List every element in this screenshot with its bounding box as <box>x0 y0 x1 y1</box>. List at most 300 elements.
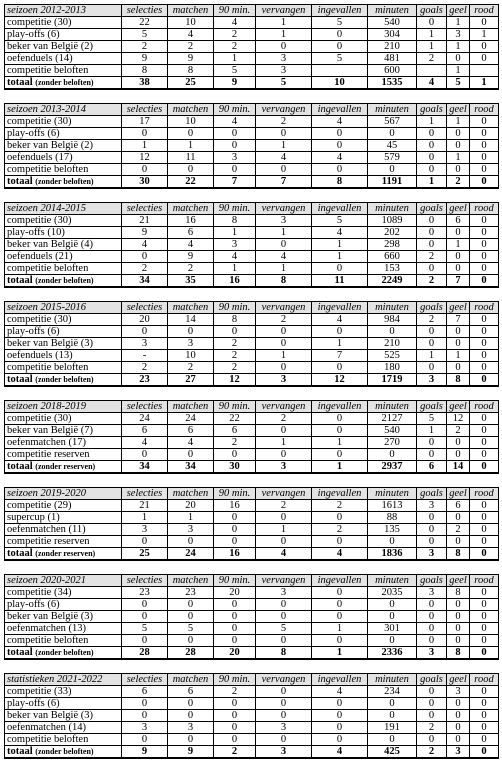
stat-cell: 1 <box>447 116 470 128</box>
stat-cell: 10 <box>168 17 214 29</box>
stat-cell: 0 <box>447 251 470 263</box>
stat-cell: 0 <box>214 623 256 635</box>
column-header: 90 min. <box>214 401 256 413</box>
table-row <box>5 536 499 548</box>
column-header: selecties <box>122 302 168 314</box>
column-header: minuten <box>368 302 417 314</box>
stat-cell: 3 <box>256 53 312 65</box>
stat-cell: 0 <box>312 710 368 722</box>
column-header: matchen <box>168 203 214 215</box>
table-row <box>5 710 499 722</box>
stat-cell: 0 <box>312 41 368 53</box>
total-note: (zonder beloften) <box>35 177 94 186</box>
table-row <box>5 53 499 65</box>
stat-cell: 1 <box>122 140 168 152</box>
table-row <box>5 500 499 512</box>
stat-cell: 1 <box>214 227 256 239</box>
competition-label: competitie (30) <box>5 215 122 227</box>
table-row <box>5 734 499 746</box>
stat-cell: 21 <box>122 500 168 512</box>
season-title: seizoen 2014-2015 <box>5 203 122 215</box>
total-row <box>5 275 499 288</box>
stat-cell: 0 <box>312 587 368 599</box>
stat-cell: 135 <box>368 524 417 536</box>
stat-cell: 12 <box>447 413 470 425</box>
stat-cell: 0 <box>168 698 214 710</box>
stat-cell: 0 <box>312 128 368 140</box>
column-header: geel <box>447 302 470 314</box>
table-row <box>5 635 499 647</box>
stat-cell: 0 <box>417 326 447 338</box>
total-row <box>5 647 499 660</box>
column-header: rood <box>470 575 499 587</box>
stat-cell: 0 <box>470 140 499 152</box>
stat-cell: 4 <box>312 116 368 128</box>
stat-cell: 0 <box>122 449 168 461</box>
stat-cell: 191 <box>368 722 417 734</box>
competition-label: competitie beloften <box>5 362 122 374</box>
stat-cell: 0 <box>470 437 499 449</box>
stat-cell: 1 <box>447 239 470 251</box>
total-cell: 2336 <box>368 647 417 660</box>
stat-cell: 5 <box>417 413 447 425</box>
stat-cell: 0 <box>256 338 312 350</box>
total-row <box>5 746 499 759</box>
stat-cell: 2 <box>168 41 214 53</box>
season-title: statistieken 2021-2022 <box>5 674 122 686</box>
stat-cell: 180 <box>368 362 417 374</box>
season-table <box>4 673 499 759</box>
stat-cell: 2 <box>214 437 256 449</box>
stat-cell: 8 <box>122 65 168 77</box>
stat-cell: 210 <box>368 338 417 350</box>
stat-cell: 0 <box>312 164 368 176</box>
stat-cell: 4 <box>312 686 368 698</box>
stat-cell: 3 <box>256 722 312 734</box>
stat-cell: 0 <box>417 128 447 140</box>
total-cell: 38 <box>122 77 168 90</box>
column-header: 90 min. <box>214 104 256 116</box>
stat-cell: 567 <box>368 116 417 128</box>
total-cell: 8 <box>312 176 368 189</box>
competition-label: beker van België (4) <box>5 239 122 251</box>
total-cell: 2 <box>417 275 447 288</box>
stat-cell: 2 <box>417 251 447 263</box>
column-header: minuten <box>368 575 417 587</box>
stat-cell: 8 <box>214 215 256 227</box>
stat-cell: 0 <box>447 437 470 449</box>
table-row <box>5 326 499 338</box>
column-header: selecties <box>122 104 168 116</box>
total-cell: 16 <box>214 275 256 288</box>
column-header: ingevallen <box>312 302 368 314</box>
stat-cell: 8 <box>447 587 470 599</box>
stat-cell: 1 <box>256 263 312 275</box>
competition-label: beker van België (3) <box>5 338 122 350</box>
stat-cell: 234 <box>368 686 417 698</box>
stat-cell: 0 <box>256 425 312 437</box>
stat-cell: 5 <box>214 65 256 77</box>
column-header: ingevallen <box>312 5 368 17</box>
total-cell: 27 <box>168 374 214 387</box>
total-cell: 3 <box>447 746 470 759</box>
stat-cell: 0 <box>122 536 168 548</box>
stat-cell: 1 <box>256 140 312 152</box>
competition-label: oefenmatchen (13) <box>5 623 122 635</box>
stat-cell: 4 <box>256 251 312 263</box>
column-header: rood <box>470 488 499 500</box>
stat-cell: 1 <box>447 17 470 29</box>
stat-cell: 1 <box>417 425 447 437</box>
column-header: goals <box>417 488 447 500</box>
total-note: (zonder reserven) <box>35 462 96 471</box>
competition-label: oefenduels (14) <box>5 53 122 65</box>
table-spacer <box>4 660 498 673</box>
column-header: 90 min. <box>214 674 256 686</box>
stat-cell: 0 <box>470 326 499 338</box>
table-row <box>5 29 499 41</box>
total-cell: 34 <box>168 461 214 474</box>
stat-cell: 1 <box>447 65 470 77</box>
stat-cell: 9 <box>122 53 168 65</box>
stat-cell: 7 <box>312 350 368 362</box>
season-title: seizoen 2018-2019 <box>5 401 122 413</box>
column-header: rood <box>470 674 499 686</box>
stat-cell: 24 <box>168 413 214 425</box>
table-row <box>5 140 499 152</box>
stat-cell: 7 <box>447 314 470 326</box>
stat-cell: 9 <box>168 251 214 263</box>
stat-cell: 3 <box>168 338 214 350</box>
column-header: geel <box>447 674 470 686</box>
stat-cell: 0 <box>256 536 312 548</box>
competition-label: play-offs (6) <box>5 326 122 338</box>
stat-cell: 3 <box>122 338 168 350</box>
stat-cell: 0 <box>168 734 214 746</box>
total-cell: 4 <box>312 548 368 561</box>
stat-cell: 0 <box>312 326 368 338</box>
competition-label: competitie beloften <box>5 65 122 77</box>
stat-cell: 1 <box>417 116 447 128</box>
stat-cell: 4 <box>312 314 368 326</box>
stat-cell: 1 <box>447 41 470 53</box>
total-cell: 8 <box>447 548 470 561</box>
stat-cell: 2 <box>417 314 447 326</box>
table-row <box>5 512 499 524</box>
stat-cell <box>312 65 368 77</box>
table-spacer <box>4 474 498 487</box>
stat-cell: 0 <box>447 623 470 635</box>
column-header: geel <box>447 575 470 587</box>
stat-cell: 2 <box>122 263 168 275</box>
column-header: goals <box>417 401 447 413</box>
total-cell: 12 <box>312 374 368 387</box>
stat-cell: 16 <box>168 215 214 227</box>
stat-cell: 1 <box>312 338 368 350</box>
table-spacer <box>4 387 498 400</box>
table-row <box>5 413 499 425</box>
competition-label: competitie (29) <box>5 500 122 512</box>
stat-cell: 0 <box>470 698 499 710</box>
total-row <box>5 77 499 90</box>
total-cell: 8 <box>447 374 470 387</box>
total-note: (zonder beloften) <box>35 276 94 285</box>
stat-cell: 6 <box>122 686 168 698</box>
stat-cell: 6 <box>168 425 214 437</box>
stat-cell: 0 <box>256 734 312 746</box>
stat-cell: 0 <box>470 512 499 524</box>
table-row <box>5 338 499 350</box>
stat-cell: 0 <box>417 512 447 524</box>
column-header: 90 min. <box>214 203 256 215</box>
total-note: (zonder reserven) <box>35 549 96 558</box>
total-note: (zonder beloften) <box>35 648 94 657</box>
stat-cell: 6 <box>214 425 256 437</box>
stat-cell: 24 <box>122 413 168 425</box>
column-header: geel <box>447 104 470 116</box>
stat-cell: 3 <box>256 65 312 77</box>
stat-cell: 3 <box>256 215 312 227</box>
stat-cell: 3 <box>214 152 256 164</box>
stat-cell: 0 <box>447 512 470 524</box>
stat-cell: 2 <box>447 524 470 536</box>
total-cell: 9 <box>122 746 168 759</box>
total-note: (zonder beloften) <box>35 747 94 756</box>
header-row <box>5 575 499 587</box>
total-row <box>5 176 499 189</box>
total-label: totaal (zonder beloften) <box>5 77 122 90</box>
table-row <box>5 449 499 461</box>
season-table <box>4 400 499 474</box>
total-cell: 24 <box>168 548 214 561</box>
stat-cell: 0 <box>417 599 447 611</box>
stat-cell: 10 <box>168 350 214 362</box>
column-header: vervangen <box>256 575 312 587</box>
total-cell: 0 <box>470 461 499 474</box>
table-row <box>5 128 499 140</box>
stat-cell: 0 <box>368 326 417 338</box>
stat-cell: - <box>122 350 168 362</box>
header-row <box>5 488 499 500</box>
stat-cell: 540 <box>368 17 417 29</box>
stat-cell: 301 <box>368 623 417 635</box>
stat-cell: 0 <box>368 611 417 623</box>
table-row <box>5 116 499 128</box>
stat-cell: 1 <box>168 512 214 524</box>
season-table <box>4 487 499 561</box>
total-cell: 30 <box>122 176 168 189</box>
stat-cell: 0 <box>470 350 499 362</box>
stat-cell: 2 <box>214 338 256 350</box>
stat-cell: 0 <box>470 53 499 65</box>
stat-cell: 0 <box>312 599 368 611</box>
competition-label: beker van België (3) <box>5 710 122 722</box>
total-cell: 4 <box>256 548 312 561</box>
stat-cell: 2 <box>122 362 168 374</box>
stat-cell: 21 <box>122 215 168 227</box>
total-cell: 2 <box>417 746 447 759</box>
column-header: ingevallen <box>312 104 368 116</box>
stat-cell: 2127 <box>368 413 417 425</box>
table-spacer <box>4 288 498 301</box>
column-header: selecties <box>122 575 168 587</box>
stat-cell: 0 <box>256 599 312 611</box>
total-cell: 2 <box>447 176 470 189</box>
total-label: totaal (zonder beloften) <box>5 374 122 387</box>
competition-label: oefenmatchen (17) <box>5 437 122 449</box>
stat-cell: 45 <box>368 140 417 152</box>
stat-cell: 1 <box>256 524 312 536</box>
stat-cell: 0 <box>470 263 499 275</box>
stat-cell: 0 <box>312 635 368 647</box>
competition-label: competitie beloften <box>5 263 122 275</box>
total-cell: 8 <box>256 275 312 288</box>
table-row <box>5 314 499 326</box>
stat-cell: 0 <box>122 251 168 263</box>
stat-cell: 0 <box>256 128 312 140</box>
total-cell: 3 <box>417 548 447 561</box>
stat-cell: 0 <box>168 710 214 722</box>
total-cell: 2249 <box>368 275 417 288</box>
season-title: seizoen 2013-2014 <box>5 104 122 116</box>
stat-cell: 0 <box>417 449 447 461</box>
stat-cell: 5 <box>122 29 168 41</box>
stat-cell: 0 <box>256 686 312 698</box>
total-cell: 1 <box>312 461 368 474</box>
column-header: ingevallen <box>312 575 368 587</box>
stat-cell: 0 <box>417 623 447 635</box>
season-table <box>4 4 499 90</box>
stat-cell: 0 <box>122 710 168 722</box>
column-header: selecties <box>122 401 168 413</box>
table-row <box>5 686 499 698</box>
stat-cell: 2 <box>214 362 256 374</box>
total-cell: 1 <box>417 176 447 189</box>
total-cell: 25 <box>168 77 214 90</box>
total-cell: 1191 <box>368 176 417 189</box>
stat-cell: 0 <box>122 164 168 176</box>
stat-cell: 4 <box>312 152 368 164</box>
stat-cell: 5 <box>122 623 168 635</box>
stat-cell: 3 <box>447 29 470 41</box>
column-header: vervangen <box>256 674 312 686</box>
stat-cell: 0 <box>214 599 256 611</box>
stat-cell: 0 <box>417 698 447 710</box>
stat-cell: 11 <box>168 152 214 164</box>
stat-cell: 0 <box>470 722 499 734</box>
stat-cell: 0 <box>470 734 499 746</box>
stat-cell: 6 <box>447 500 470 512</box>
stat-cell: 0 <box>470 152 499 164</box>
stat-cell: 0 <box>256 449 312 461</box>
stat-cell: 1 <box>312 623 368 635</box>
stat-cell: 0 <box>214 611 256 623</box>
total-cell: 1836 <box>368 548 417 561</box>
stat-cell: 0 <box>417 611 447 623</box>
stat-cell: 0 <box>417 710 447 722</box>
stat-cell: 0 <box>447 164 470 176</box>
stat-cell: 0 <box>447 635 470 647</box>
column-header: matchen <box>168 488 214 500</box>
stat-cell: 0 <box>447 710 470 722</box>
total-cell: 0 <box>470 647 499 660</box>
stat-cell: 0 <box>447 338 470 350</box>
stat-cell: 6 <box>122 425 168 437</box>
stat-cell: 2 <box>312 524 368 536</box>
stat-cell: 0 <box>122 698 168 710</box>
season-statistics <box>4 4 498 759</box>
stat-cell: 0 <box>470 362 499 374</box>
stat-cell: 0 <box>256 635 312 647</box>
stat-cell: 0 <box>168 536 214 548</box>
stat-cell: 17 <box>122 116 168 128</box>
season-title: seizoen 2020-2021 <box>5 575 122 587</box>
stat-cell: 0 <box>122 611 168 623</box>
header-row <box>5 104 499 116</box>
season-table <box>4 202 499 288</box>
stat-cell: 0 <box>447 599 470 611</box>
stat-cell: 0 <box>312 722 368 734</box>
stat-cell: 0 <box>470 524 499 536</box>
stat-cell: 0 <box>368 710 417 722</box>
stat-cell: 2 <box>312 500 368 512</box>
stat-cell: 4 <box>122 239 168 251</box>
stat-cell: 0 <box>256 41 312 53</box>
stat-cell: 9 <box>168 53 214 65</box>
column-header: matchen <box>168 302 214 314</box>
competition-label: play-offs (10) <box>5 227 122 239</box>
total-cell: 34 <box>122 461 168 474</box>
stat-cell: 4 <box>312 227 368 239</box>
stat-cell: 0 <box>470 536 499 548</box>
total-cell: 20 <box>214 647 256 660</box>
stat-cell: 0 <box>417 140 447 152</box>
stat-cell: 0 <box>214 698 256 710</box>
competition-label: competitie (30) <box>5 116 122 128</box>
stat-cell: 0 <box>214 734 256 746</box>
table-row <box>5 362 499 374</box>
stat-cell: 210 <box>368 41 417 53</box>
column-header: goals <box>417 674 447 686</box>
stat-cell: 5 <box>312 17 368 29</box>
stat-cell: 3 <box>417 500 447 512</box>
stat-cell: 23 <box>122 587 168 599</box>
column-header: 90 min. <box>214 488 256 500</box>
stat-cell: 1 <box>312 239 368 251</box>
stat-cell: 0 <box>122 635 168 647</box>
table-row <box>5 263 499 275</box>
stat-cell: 2 <box>256 500 312 512</box>
stat-cell: 0 <box>214 164 256 176</box>
stat-cell: 6 <box>168 686 214 698</box>
stat-cell: 0 <box>470 413 499 425</box>
column-header: geel <box>447 203 470 215</box>
total-cell: 3 <box>256 374 312 387</box>
stat-cell: 0 <box>256 698 312 710</box>
stat-cell: 4 <box>214 116 256 128</box>
stat-cell: 0 <box>214 722 256 734</box>
stat-cell: 481 <box>368 53 417 65</box>
total-cell: 23 <box>122 374 168 387</box>
column-header: ingevallen <box>312 401 368 413</box>
column-header: matchen <box>168 674 214 686</box>
total-cell: 35 <box>168 275 214 288</box>
column-header: geel <box>447 401 470 413</box>
column-header: ingevallen <box>312 674 368 686</box>
total-cell: 8 <box>447 647 470 660</box>
stat-cell: 5 <box>256 623 312 635</box>
stat-cell: 0 <box>214 635 256 647</box>
